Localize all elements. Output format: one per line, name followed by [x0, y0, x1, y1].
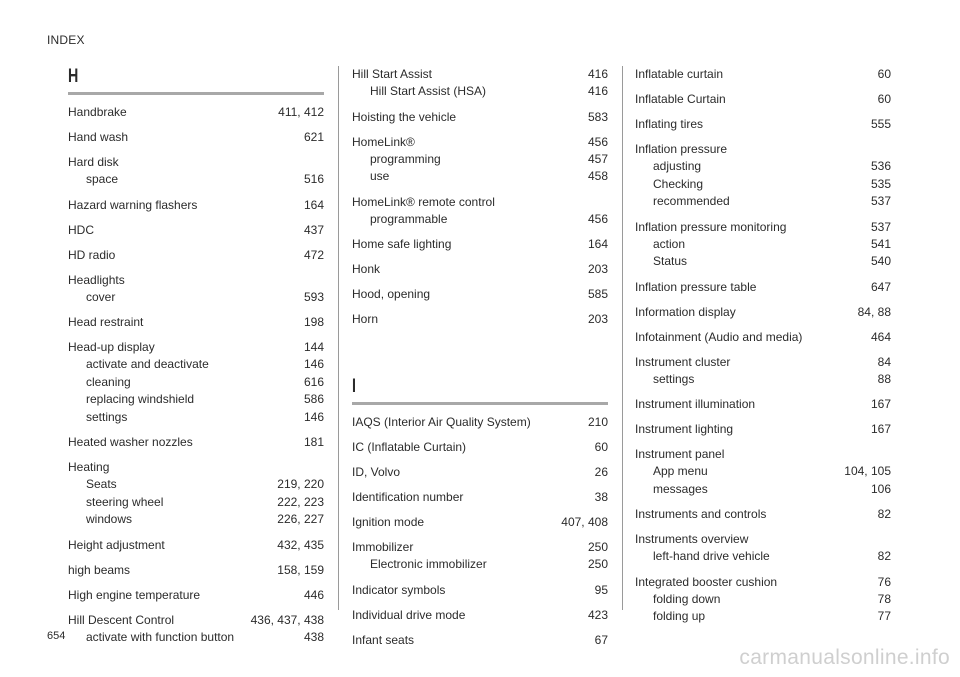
- index-term: high beams: [68, 562, 131, 577]
- index-term: Horn: [352, 312, 379, 326]
- index-entry-row: [352, 632, 608, 649]
- index-entry-row: [352, 109, 608, 126]
- page-reference[interactable]: 583: [587, 109, 608, 124]
- subentry-list: [68, 171, 324, 189]
- subentry-list: [635, 158, 891, 211]
- page-reference[interactable]: 67: [594, 632, 608, 647]
- page-reference[interactable]: 181: [303, 435, 324, 449]
- subentry-list: [68, 629, 324, 647]
- page-reference[interactable]: 593: [303, 289, 324, 304]
- page-reference[interactable]: 60: [594, 440, 608, 454]
- index-term: programmable: [370, 211, 448, 226]
- index-entry: [352, 514, 608, 531]
- page-reference[interactable]: 38: [594, 490, 608, 504]
- index-entry: [68, 129, 324, 146]
- index-term: steering wheel: [86, 494, 164, 509]
- index-subentry-row: [68, 476, 324, 494]
- index-entry-row: [68, 537, 324, 554]
- index-term: settings: [86, 409, 128, 424]
- index-entry: [68, 222, 324, 239]
- index-term: activate and deactivate: [86, 357, 209, 371]
- subentry-list: [68, 356, 324, 426]
- running-header: INDEX: [47, 33, 85, 47]
- index-term: Infant seats: [352, 632, 415, 647]
- index-entry: [68, 562, 324, 579]
- index-term: action: [653, 236, 686, 251]
- index-entry: [68, 272, 324, 307]
- index-term: Ignition mode: [352, 515, 425, 529]
- index-subentry-row: [635, 193, 891, 211]
- index-subentry-row: [68, 511, 324, 529]
- page-reference[interactable]: 82: [877, 507, 891, 521]
- page-reference[interactable]: 158, 159: [277, 562, 324, 577]
- index-term: Identification number: [352, 490, 464, 504]
- index-entry: [68, 154, 324, 189]
- index-subentry-row: [68, 409, 324, 427]
- index-term: Honk: [352, 262, 381, 276]
- index-column-2: [352, 66, 608, 657]
- index-term: Hard disk: [68, 155, 119, 169]
- index-entry: [635, 141, 891, 211]
- section-letter: I: [352, 376, 356, 397]
- page-reference[interactable]: 77: [877, 609, 891, 623]
- page-reference[interactable]: 88: [877, 371, 891, 386]
- index-entry-row: [68, 434, 324, 451]
- page-reference[interactable]: 203: [587, 312, 608, 326]
- page-number: 654: [47, 630, 66, 642]
- index-entry-row: [352, 582, 608, 599]
- subentry-list: [352, 211, 608, 229]
- index-term: Instruments and controls: [635, 507, 767, 521]
- page-reference[interactable]: 458: [587, 169, 608, 183]
- index-term: Hoisting the vehicle: [352, 109, 457, 124]
- index-term: Head restraint: [68, 315, 144, 329]
- index-entry-row: [68, 339, 324, 356]
- index-entry: [352, 414, 608, 431]
- index-subentry-row: [635, 591, 891, 609]
- index-entry-row: [635, 354, 891, 371]
- page-reference[interactable]: 226, 227: [277, 512, 324, 526]
- index-term: space: [86, 172, 119, 186]
- index-column-1: [68, 66, 324, 654]
- page-reference[interactable]: 456: [587, 211, 608, 226]
- index-entry: [352, 109, 608, 126]
- page-reference[interactable]: 82: [877, 549, 891, 563]
- page-reference[interactable]: 219, 220: [277, 477, 324, 491]
- index-entry: [635, 354, 891, 389]
- page-reference[interactable]: 164: [587, 237, 608, 251]
- index-subentry-row: [635, 236, 891, 254]
- page-reference[interactable]: 416: [587, 67, 608, 81]
- index-entry-row: [635, 219, 891, 236]
- index-entry-row: [352, 194, 608, 211]
- page-reference[interactable]: 146: [303, 357, 324, 371]
- index-entry: [635, 506, 891, 523]
- index-entry: [352, 261, 608, 278]
- index-term: HD radio: [68, 247, 116, 262]
- index-term: settings: [653, 371, 695, 386]
- page-reference[interactable]: 167: [870, 397, 891, 411]
- index-entry: [68, 314, 324, 331]
- index-term: HomeLink®: [352, 134, 415, 149]
- index-subentry-row: [635, 463, 891, 481]
- section-spacer: [352, 336, 608, 376]
- index-entry-row: [68, 459, 324, 476]
- page-reference[interactable]: 198: [303, 315, 324, 329]
- index-entry: [352, 439, 608, 456]
- index-term: Instruments overview: [635, 532, 749, 546]
- subentry-list: [352, 83, 608, 101]
- index-entry-row: [68, 272, 324, 289]
- index-entry-row: [352, 286, 608, 303]
- page-reference[interactable]: 432, 435: [277, 537, 324, 552]
- index-term: Inflation pressure: [635, 142, 728, 156]
- column-divider: [622, 66, 623, 610]
- index-entry-row: [352, 439, 608, 456]
- page-reference[interactable]: 76: [877, 574, 891, 589]
- index-term: Indicator symbols: [352, 582, 446, 597]
- index-term: left-hand drive vehicle: [653, 549, 770, 563]
- index-entry: [352, 582, 608, 599]
- index-subentry-row: [68, 391, 324, 409]
- index-entry: [68, 587, 324, 604]
- index-subentry-row: [635, 608, 891, 626]
- index-entry-row: [635, 66, 891, 83]
- index-entry: [635, 396, 891, 413]
- index-entry-row: [352, 607, 608, 624]
- index-entry: [635, 446, 891, 498]
- page-reference[interactable]: 60: [877, 92, 891, 106]
- index-entry: [68, 537, 324, 554]
- index-term: replacing windshield: [86, 392, 195, 406]
- page-reference[interactable]: 84: [877, 354, 891, 369]
- page-reference[interactable]: 536: [870, 159, 891, 173]
- page-reference[interactable]: 222, 223: [277, 494, 324, 509]
- index-term: use: [370, 169, 390, 183]
- index-entry: [68, 459, 324, 529]
- index-entry-row: [68, 314, 324, 331]
- index-term: IC (Inflatable Curtain): [352, 440, 467, 454]
- index-term: Checking: [653, 176, 704, 191]
- page-reference[interactable]: 555: [870, 117, 891, 131]
- subentry-list: [635, 548, 891, 566]
- index-entry-row: [635, 141, 891, 158]
- page-reference[interactable]: 438: [303, 629, 324, 644]
- index-subentry-row: [352, 211, 608, 229]
- page-reference[interactable]: 621: [303, 130, 324, 144]
- page-reference[interactable]: 516: [303, 172, 324, 186]
- page-reference[interactable]: 436, 437, 438: [250, 612, 324, 627]
- index-term: Home safe lighting: [352, 237, 452, 251]
- index-subentry-row: [68, 171, 324, 189]
- index-subentry-row: [352, 556, 608, 574]
- index-entry-row: [635, 304, 891, 321]
- index-entry-row: [352, 539, 608, 556]
- index-term: Hill Start Assist (HSA): [370, 84, 487, 98]
- index-term: Individual drive mode: [352, 607, 466, 622]
- index-entry: [352, 236, 608, 253]
- index-subentry-row: [68, 356, 324, 374]
- page-reference[interactable]: 26: [594, 465, 608, 479]
- page-reference[interactable]: 540: [870, 254, 891, 268]
- page-reference[interactable]: 78: [877, 591, 891, 606]
- page-reference[interactable]: 464: [870, 329, 891, 344]
- index-term: Information display: [635, 304, 736, 319]
- index-entry-row: [352, 311, 608, 328]
- page-reference[interactable]: 106: [870, 481, 891, 496]
- page-reference[interactable]: 585: [587, 287, 608, 301]
- index-term: Height adjustment: [68, 537, 165, 552]
- index-entry: [68, 247, 324, 264]
- page-reference[interactable]: 423: [587, 607, 608, 622]
- page-reference[interactable]: 457: [587, 151, 608, 166]
- subentry-list: [352, 151, 608, 186]
- subentry-list: [68, 476, 324, 529]
- index-subentry-row: [635, 548, 891, 566]
- index-term: Hill Descent Control: [68, 612, 175, 627]
- index-entry-row: [635, 396, 891, 413]
- page-reference[interactable]: 250: [587, 540, 608, 554]
- index-entry-row: [352, 261, 608, 278]
- page-reference[interactable]: 407, 408: [561, 515, 608, 529]
- index-term: folding up: [653, 609, 706, 623]
- index-entry-row: [68, 587, 324, 604]
- index-term: recommended: [653, 194, 730, 208]
- index-term: Status: [653, 254, 688, 268]
- index-entry: [635, 329, 891, 346]
- page-reference[interactable]: 104, 105: [844, 464, 891, 478]
- letter-rule: [68, 92, 324, 95]
- index-subentry-row: [635, 176, 891, 194]
- page-reference[interactable]: 437: [303, 222, 324, 237]
- index-term: App menu: [653, 464, 708, 478]
- index-entry: [635, 219, 891, 271]
- index-column-3: [635, 66, 891, 634]
- index-entry-row: [352, 134, 608, 151]
- index-subentry-row: [68, 494, 324, 512]
- index-term: Infotainment (Audio and media): [635, 329, 803, 344]
- index-term: activate with function button: [86, 629, 235, 644]
- index-entry: [635, 91, 891, 108]
- index-entry-row: [68, 562, 324, 579]
- letter-heading: [352, 376, 608, 405]
- index-term: adjusting: [653, 159, 702, 173]
- index-term: cover: [86, 289, 116, 304]
- page-reference[interactable]: 586: [303, 392, 324, 406]
- subentry-list: [635, 371, 891, 389]
- subentry-list: [68, 289, 324, 307]
- index-subentry-row: [68, 374, 324, 392]
- index-entry-row: [635, 329, 891, 346]
- index-term: Inflatable Curtain: [635, 92, 726, 106]
- index-entry: [352, 539, 608, 574]
- index-entry: [352, 489, 608, 506]
- index-subentry-row: [635, 253, 891, 271]
- index-term: Hill Start Assist: [352, 67, 433, 81]
- index-term: Head-up display: [68, 340, 155, 354]
- subentry-list: [352, 556, 608, 574]
- index-subentry-row: [68, 629, 324, 647]
- subentry-list: [635, 236, 891, 271]
- index-entry-row: [352, 66, 608, 83]
- index-subentry-row: [635, 371, 891, 389]
- index-term: cleaning: [86, 374, 131, 389]
- page-reference[interactable]: 541: [870, 236, 891, 251]
- index-entry-row: [68, 222, 324, 239]
- index-entry: [352, 607, 608, 624]
- index-subentry-row: [352, 151, 608, 169]
- index-subentry-row: [635, 158, 891, 176]
- letter-rule: [352, 402, 608, 405]
- index-subentry-row: [352, 168, 608, 186]
- index-term: Hazard warning flashers: [68, 197, 198, 212]
- page-reference[interactable]: 95: [594, 582, 608, 597]
- index-entry: [68, 612, 324, 647]
- page-reference[interactable]: 416: [587, 84, 608, 98]
- index-term: HDC: [68, 222, 94, 237]
- index-entry: [352, 286, 608, 303]
- subentry-list: [635, 591, 891, 626]
- index-term: Seats: [86, 477, 117, 491]
- index-term: Instrument panel: [635, 447, 725, 461]
- index-subentry-row: [68, 289, 324, 307]
- page-reference[interactable]: 616: [303, 374, 324, 389]
- index-entry: [352, 194, 608, 229]
- index-term: Instrument cluster: [635, 354, 731, 369]
- index-term: programming: [370, 151, 441, 166]
- index-entry: [635, 421, 891, 438]
- page-reference[interactable]: 203: [587, 262, 608, 276]
- index-entry: [635, 116, 891, 133]
- index-term: Inflation pressure monitoring: [635, 219, 787, 234]
- index-term: Hand wash: [68, 130, 129, 144]
- index-term: Integrated booster cushion: [635, 574, 778, 589]
- page-reference[interactable]: 167: [870, 422, 891, 436]
- index-term: Instrument lighting: [635, 422, 734, 436]
- index-entry-row: [635, 116, 891, 133]
- column-divider: [338, 66, 339, 610]
- index-entry-row: [635, 421, 891, 438]
- page-reference[interactable]: 537: [870, 219, 891, 234]
- page-reference[interactable]: 456: [587, 134, 608, 149]
- index-entry: [635, 279, 891, 296]
- index-entry: [68, 104, 324, 121]
- section-letter: H: [68, 66, 79, 87]
- index-entry: [635, 574, 891, 626]
- page-reference[interactable]: 146: [303, 409, 324, 424]
- page-reference[interactable]: 647: [870, 279, 891, 294]
- index-term: Electronic immobilizer: [370, 557, 487, 571]
- index-term: Heating: [68, 460, 110, 474]
- index-entry: [352, 134, 608, 186]
- index-entry-row: [352, 464, 608, 481]
- index-term: Hood, opening: [352, 287, 431, 301]
- page-reference[interactable]: 446: [303, 587, 324, 602]
- index-term: Handbrake: [68, 105, 127, 119]
- index-entry: [68, 339, 324, 426]
- index-entry-row: [635, 91, 891, 108]
- index-entry-row: [68, 612, 324, 629]
- index-term: Headlights: [68, 272, 125, 287]
- index-term: Inflatable curtain: [635, 67, 724, 81]
- index-entry: [635, 66, 891, 83]
- index-entry-row: [68, 197, 324, 214]
- index-entry-row: [635, 446, 891, 463]
- letter-heading: [68, 66, 324, 95]
- index-term: IAQS (Interior Air Quality System): [352, 415, 531, 429]
- index-subentry-row: [352, 83, 608, 101]
- index-entry-row: [352, 514, 608, 531]
- index-entry: [68, 434, 324, 451]
- index-entry-row: [352, 489, 608, 506]
- subentry-list: [635, 463, 891, 498]
- page-reference[interactable]: 535: [870, 176, 891, 191]
- index-entry-row: [635, 574, 891, 591]
- index-term: ID, Volvo: [352, 465, 401, 479]
- index-term: Immobilizer: [352, 540, 414, 554]
- index-entry-row: [635, 531, 891, 548]
- page-reference[interactable]: 210: [587, 415, 608, 429]
- page-reference[interactable]: 411, 412: [278, 105, 324, 119]
- index-term: Inflation pressure table: [635, 279, 757, 294]
- index-term: Instrument illumination: [635, 397, 756, 411]
- index-term: folding down: [653, 591, 721, 606]
- index-entry-row: [68, 104, 324, 121]
- index-entry: [352, 311, 608, 328]
- watermark: carmanualsonline.info: [739, 646, 950, 669]
- index-entry: [352, 632, 608, 649]
- index-entry: [352, 464, 608, 481]
- page-reference[interactable]: 537: [870, 194, 891, 208]
- index-entry-row: [635, 279, 891, 296]
- page-reference[interactable]: 84, 88: [857, 304, 891, 319]
- page-reference[interactable]: 164: [303, 197, 324, 212]
- index-term: Inflating tires: [635, 117, 704, 131]
- page-reference[interactable]: 144: [303, 340, 324, 354]
- index-entry-row: [635, 506, 891, 523]
- page-reference[interactable]: 472: [303, 247, 324, 262]
- page-reference[interactable]: 250: [587, 557, 608, 571]
- index-entry: [635, 304, 891, 321]
- index-term: messages: [653, 481, 708, 496]
- index-entry: [68, 197, 324, 214]
- index-entry-row: [352, 236, 608, 253]
- index-entry: [635, 531, 891, 566]
- index-term: windows: [86, 512, 133, 526]
- index-term: High engine temperature: [68, 587, 201, 602]
- index-entry-row: [68, 247, 324, 264]
- index-subentry-row: [635, 481, 891, 499]
- index-entry-row: [68, 154, 324, 171]
- page-reference[interactable]: 60: [877, 67, 891, 81]
- index-term: HomeLink® remote control: [352, 194, 495, 209]
- index-entry-row: [68, 129, 324, 146]
- index-term: Heated washer nozzles: [68, 435, 193, 449]
- index-entry: [352, 66, 608, 101]
- index-entry-row: [352, 414, 608, 431]
